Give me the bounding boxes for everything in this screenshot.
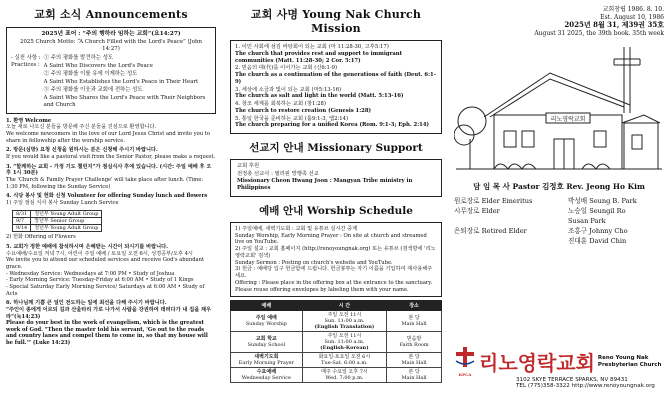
notice-text: 오늘 새로 나오신 분들을 방문해 주신 분들을 진심으로 환영합니다. bbox=[6, 124, 157, 131]
notice-text: - Wednesday Service: Wednesdays at 7:00 PM • Study of Joshua bbox=[6, 270, 175, 277]
worship-note: Sunday Worship, Early Morning Prayer : On site at church and streamed live on YouTube. bbox=[235, 232, 427, 246]
lunch-date: 8/31 bbox=[13, 210, 31, 217]
lunch-group: 장년부 Senior Group bbox=[31, 217, 102, 224]
column-header: 예배 bbox=[231, 301, 303, 311]
church-name-ko: 리노영락교회 bbox=[479, 351, 595, 375]
notice-heading: 2. 방문(심방) 요청 신청을 원하시는 분은 신청해 주시기 바랍니다. bbox=[6, 147, 158, 154]
notice-heading: 4. 식당 봉사 및 헌화 신청 Volunteer for offering Sunday lunch and flowers bbox=[6, 193, 208, 200]
worship-schedule-title: 예배 안내 Worship Schedule bbox=[259, 204, 413, 217]
mission-item: 5. 통일 한국을 준비하는 교회 (롬9:1-3, 엡2:14) The church preparing for a unified Korea (Rom. 9:1-3; Eph. 2:14) bbox=[235, 115, 430, 129]
staff-row: 진대훈 David Chin bbox=[568, 236, 627, 245]
motto-sub: 2025 Church Motto: “A Church Filled with the Lord's Peace” (John 14:27) bbox=[20, 38, 202, 52]
church-footer bbox=[454, 346, 664, 389]
practice-label-en: Practices : bbox=[11, 61, 40, 68]
church-building-icon bbox=[454, 43, 664, 175]
mission-column bbox=[224, 0, 446, 407]
mission-box bbox=[230, 40, 442, 134]
staff-row: Susan Park bbox=[568, 217, 606, 226]
cover-column bbox=[448, 0, 670, 407]
worship-note: Sunday Sermon : Posting on church's website and YouTube. bbox=[235, 259, 393, 266]
lunch-group: 청년부 Young Adult Group bbox=[31, 225, 102, 232]
table-row: 교회 학교 Sunday School 주일 오전 11시 Sun. 11:00 a.m. (English-Korean) 믿음방 Faith Room bbox=[231, 332, 442, 353]
staff-row: 원로장로 Elder Emeritus 박성배 Seung B. Park bbox=[454, 197, 637, 206]
notice-text: If you would like a pastoral visit from the Senior Pastor, please make a request. bbox=[6, 153, 216, 160]
issue-ko: 2025년 8월 31, 제39권 35호 bbox=[564, 20, 664, 29]
support-line: 전정총 선교사 : 필리핀 망행족 선교 bbox=[237, 170, 319, 177]
notice-text: The 'Church & Family Prayer Challenge' will take place after lunch. (Time: 1:30 PM, following the Sunday Service) bbox=[6, 176, 204, 190]
cross-logo-icon bbox=[454, 346, 476, 377]
mission-item: 2. 믿음의 대(代)를 이어가는 교회 (신6:1-9) The church as a continuation of the generations of faith (Deut. 6:1-9) bbox=[235, 65, 436, 85]
support-line: Missionary Cheon Hwang Joon : Mangyan Tribe ministry in Philippines bbox=[237, 178, 413, 192]
motto-box bbox=[6, 27, 216, 114]
worship-note: 3) 헌금 : 예배당 입구 헌금함에 드립니다. 헌금봉투는 자기 이름을 기입하여 재사용해주세요. bbox=[235, 266, 433, 280]
mission-item: 3. 세상에 소금과 빛이 되는 교회 (마5:13-16) The church as salt and light in the world (Matt. 5:13-16) bbox=[235, 86, 404, 100]
notice-heading: 1. 환영 Welcome bbox=[6, 117, 52, 124]
notice-list-2 bbox=[6, 234, 216, 347]
announcements-column bbox=[0, 0, 222, 407]
issue-en: August 31 2025, the 39th book. 35th week bbox=[534, 29, 664, 37]
worship-note: 2) 주일 설교 : 교회 홈페이지 (http://renoyoungnak.org) 또는 유튜브 (검색방에 '리노영락교회' 검색) bbox=[235, 246, 436, 259]
notice-text: - Early Morning Service: Tuesday-Friday at 6:00 AM • Study of 1 Kings bbox=[6, 277, 194, 284]
missionary-support-box bbox=[230, 159, 442, 197]
church-contact: TEL (775)358-3322 http://www.renoyoungnak.org bbox=[516, 383, 655, 389]
table-header-row bbox=[231, 301, 442, 311]
table-row bbox=[13, 210, 102, 217]
staff-row: 시무장로 Elder 노승일 Seungil Ro bbox=[454, 207, 626, 216]
mission-item: 4. 창조 세계를 회복하는 교회 (창1:28) The church to restore creation (Genesis 1:28) bbox=[235, 101, 372, 114]
church-name-en: Reno Young Nak bbox=[597, 355, 649, 362]
worship-note: 1) 주일예배, 새벽기도회 : 교회 및 유튜브 실시간 중계 bbox=[235, 225, 358, 232]
church-name-en-2: Presbyterian Church bbox=[597, 361, 662, 368]
kpca-label: KPCA bbox=[458, 372, 472, 377]
church-address: 3102 SKYE TERRACE SPARKS, NV 89431 bbox=[516, 377, 628, 383]
notice-text: We welcome newcomers in the love of our Lord Jesus Christ and invite you to share in fellowship after the worship service. bbox=[6, 130, 211, 144]
practice-item: ① 주의 평화를 발견하는 성도 bbox=[43, 54, 114, 61]
staff-row: 은퇴장로 Retired Elder 조홍구 Johnny Cho bbox=[454, 226, 628, 235]
worship-notes bbox=[230, 222, 442, 298]
practice-item: ③ 주의 평화를 이웃과 교회에 전하는 성도 bbox=[43, 86, 143, 93]
lunch-date: 9/7 bbox=[13, 217, 31, 224]
established-ko: 교회창립 1986. 8. 10. bbox=[602, 6, 664, 13]
mission-item: 1. 이민 사회에 섬김 바탕회어 되는 교회 (마 11:28-30, 고후5:17) The church that provides rest and support to immigrant communities (Matt. 11:28-30; 2 Cor. 5:17) bbox=[235, 44, 403, 64]
motto-head: 2025년 표어 : “주의 행하라 임하는 교회”(요14:27) bbox=[41, 31, 181, 37]
notice-text: “주인이 종에게 이르되 길과 산울타리 가로 나가서 사람을 강권하여 데려다가 내 집을 채우라”(눅14:23) bbox=[6, 306, 212, 320]
established-en: Est. August 10, 1986 bbox=[600, 13, 664, 21]
table-row: 수요예배 Wednesday Service 매주 수요일 오후 7시 Wed. 7:00 p.m. 본 당 Main Hall bbox=[231, 368, 442, 383]
notice-text: 수요예배/수요일 저녁 7시, 어린이 주일 예배 / 토요일 오전 6시, 성경공부/오후 4시 bbox=[6, 250, 193, 257]
practice-item: A Saint Who Establishes the Lord's Peace in Their Heart bbox=[43, 78, 199, 85]
table-row: 주일 예배 Sunday Worship 주일 오전 11시 Sun. 11:00 a.m. (English Translation) 본 당 Main Hall bbox=[231, 311, 442, 332]
mission-title: 교회 사명 Young Nak Church Mission bbox=[250, 8, 422, 35]
announcements-title: 교회 소식 Announcements bbox=[34, 8, 188, 21]
notice-heading: 5. 교회가 정한 예배에 참석하시며 은혜받는 시간이 되시기를 바랍니다. bbox=[6, 243, 168, 250]
practice-label: - 실천 사항 : bbox=[11, 54, 41, 61]
staff-list bbox=[454, 197, 664, 246]
table-row bbox=[13, 217, 102, 224]
notice-list bbox=[6, 118, 216, 207]
notice-heading: 3. “함께하는 교회 - 가정 기도 챌린지”가 점심식사 후에 있습니다. (시간: 주일 예배 후 오후 1시 30분) bbox=[6, 163, 212, 177]
lunch-table bbox=[12, 210, 102, 233]
notice-text: We invite you to attend our scheduled services and receive God's abundant grace. bbox=[6, 257, 205, 270]
notice-text: Please do your best in the work of evangelism, which is the greatest work of God. “Then the master told his servant, 'Go out to the roads and country lanes and compel them to come in, so that my house will be full.'” (Luke 14:23) bbox=[6, 320, 208, 347]
practice-item: ② 주의 평화를 이룰 유에 이제하는 성도 bbox=[43, 70, 138, 77]
lunch-group: 청년부 Young Adult Group bbox=[31, 210, 102, 217]
lunch-date: 9/14 bbox=[13, 225, 31, 232]
worship-note: Offering : Please place in the offering box at the entrance to the sanctuary. Please reuse offering envelopes by labeling them with your name. bbox=[235, 279, 433, 293]
notice-text: 1) 주일 점심 식사 봉사 Sunday Lunch Service bbox=[6, 199, 119, 206]
practice-list bbox=[11, 55, 211, 110]
missionary-support-title: 선교지 안내 Missionary Support bbox=[249, 142, 423, 155]
column-header: 장소 bbox=[387, 301, 442, 311]
senior-pastor: 담 임 목 사 Pastor 김정호 Rev. Jeong Ho Kim bbox=[473, 182, 645, 192]
table-row: 새벽기도회 Early Morning Prayer 화요일-토요일 오전 6시 Tue-Sat. 6:00 a.m. 본 당 Main Hall bbox=[231, 353, 442, 368]
table-row bbox=[13, 225, 102, 232]
building-sign-text: 리노영락교회 bbox=[550, 116, 586, 124]
support-line: 교회 후원 bbox=[237, 163, 260, 170]
notice-text: 2) 헌화 Offering of Flowers bbox=[6, 234, 76, 241]
column-header: 시 간 bbox=[302, 301, 386, 311]
practice-item: A Saint Who Shares the Lord's Peace with Their Neighbors and Church bbox=[43, 94, 206, 108]
worship-schedule-table bbox=[230, 300, 442, 383]
notice-text: - Special Saturday Early Morning Service/ Saturdays at 6:00 AM • Study of Acts bbox=[6, 283, 205, 297]
issue-info bbox=[454, 6, 664, 37]
notice-heading: 6. 하나님께 기쁨 큰 일인 전도하는 일에 최선을 다해 주시기 바랍니다. bbox=[6, 300, 167, 307]
practice-item: A Saint Who Discovers the Lord's Peace bbox=[43, 62, 153, 69]
